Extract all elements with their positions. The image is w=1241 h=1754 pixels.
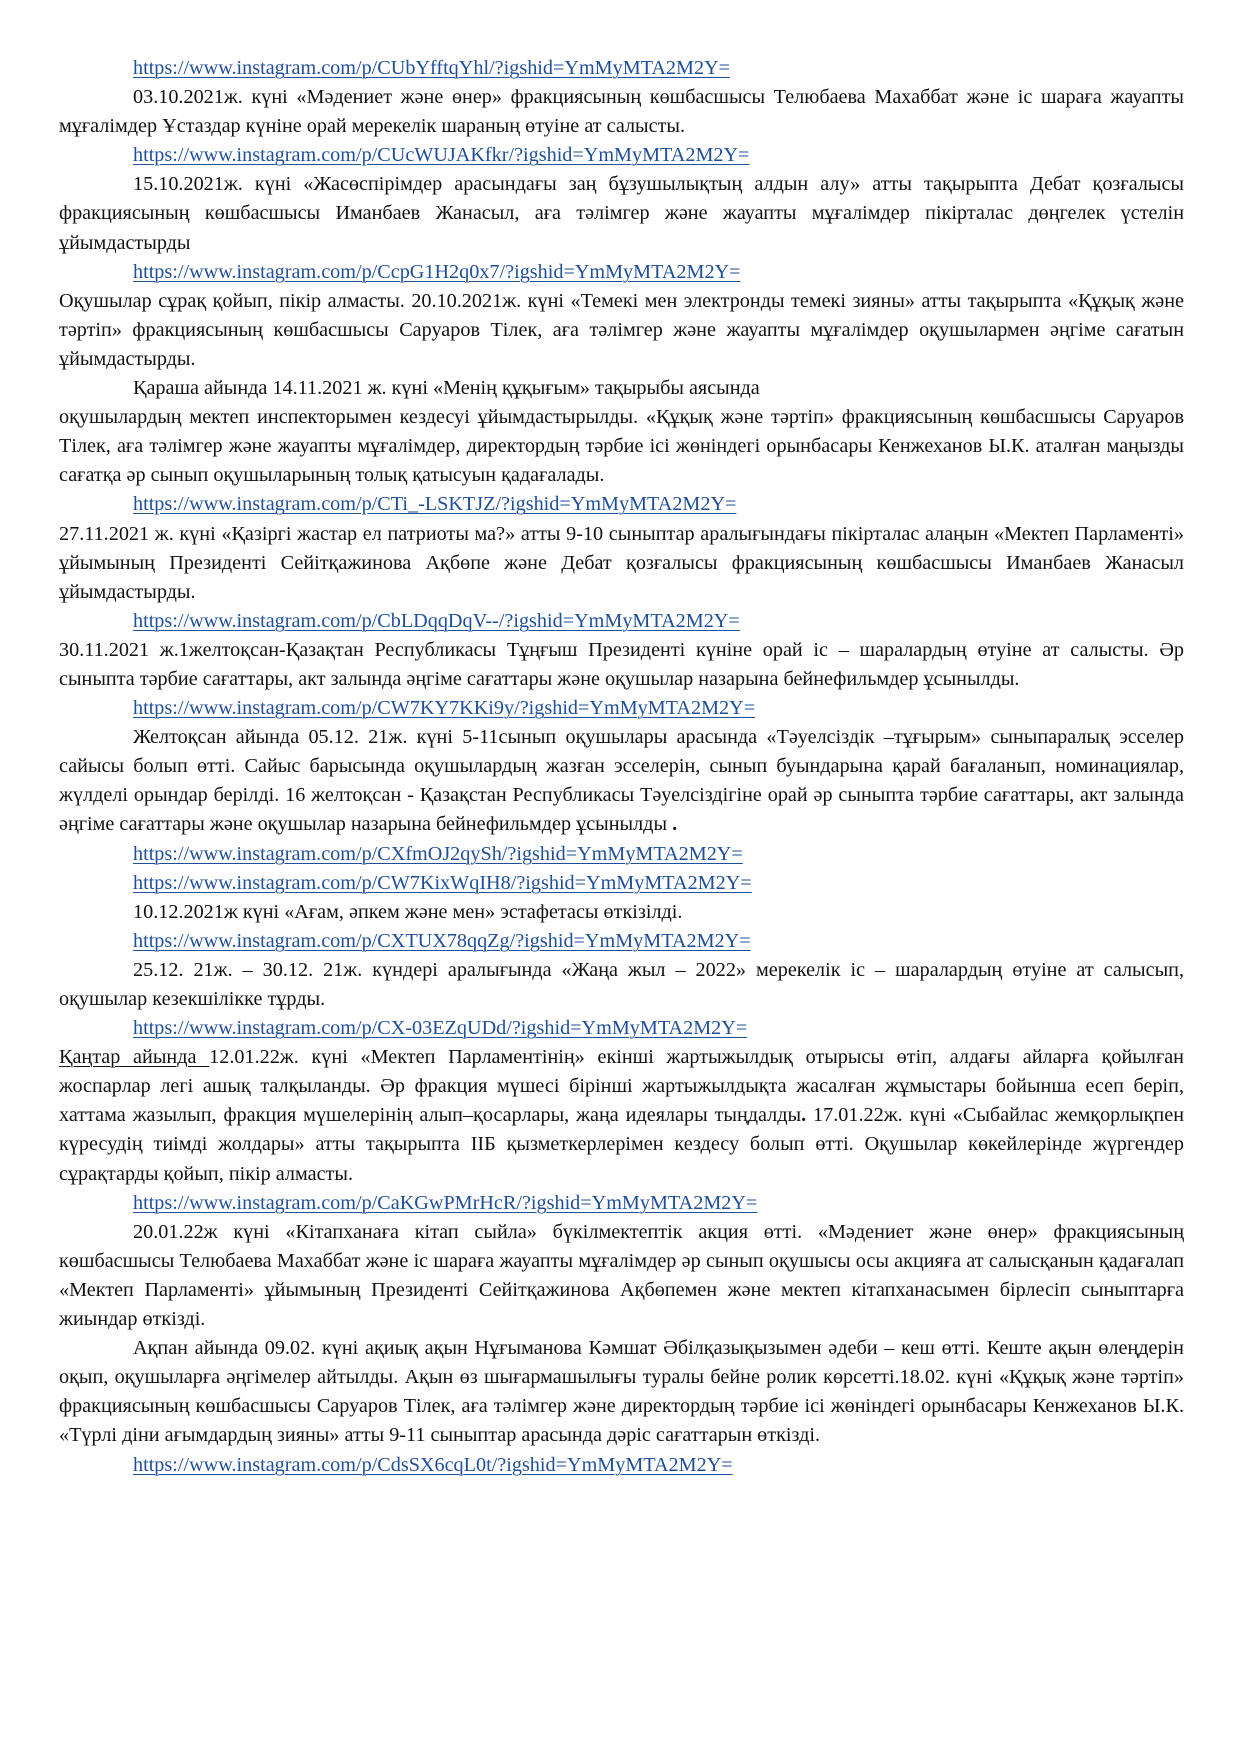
- instagram-link[interactable]: https://www.instagram.com/p/CdsSX6cqL0t/?igshid=YmMyMTA2M2Y=: [133, 1453, 733, 1476]
- instagram-link[interactable]: https://www.instagram.com/p/CW7KixWqIH8/?igshid=YmMyMTA2M2Y=: [133, 871, 752, 894]
- paragraph: 20.01.22ж күні «Кітапханаға кітап сыйла» бүкілмектептік акция өтті. «Мәдениет және өнер» фракциясының көшбасшысы Телюбаева Махаббат және іс шараға жауапты мұғалімдер әр сынып оқушысы осы акцияға ат салысқанын қадағалап «Мектеп Парламенті» ұйымының Президенті Сейітқажинова Ақбөпемен және мектеп кітапханасымен бірлесіп сыныптарға жиындар өткізді.: [59, 1220, 1184, 1331]
- sentence-end-mark: .: [801, 1104, 807, 1127]
- paragraph: 15.10.2021ж. күні «Жасөспірімдер арасындағы заң бұзушылықтың алдын алу» атты тақырыпта Дебат қозғалысы фракциясының көшбасшысы Иманбаев Жанасыл, аға тәлімгер және жауапты мұғалімдер пікірталас дөңгелек үстелін ұйымдастырды: [59, 173, 1184, 254]
- paragraph-text: 17.01.22ж. күні «Сыбайлас жемқорлықпен күресудің тиімді жолдары» атты тақырыпта ІІБ қызметкерлерімен кездесу болып өтті. Оқушылар көкейлерінде жүргендер сұрақтарды қойып, пікір алмасты.: [59, 1104, 1185, 1185]
- paragraph-text: 12.01.22ж. күні «Мектеп Парламентінің» екінші жартыжылдық отырысы өтіп, алдағы айларға қойылған жоспарлар легі ашық талқыланды. Әр фракция мүшесі бірінші жартыжылдықта жасалған жұмыстары бойынша есеп беріп, хаттама жазылып, фракция мүшелерінің алып–қосарлары, жаңа идеялары тыңдалды: [59, 1046, 1184, 1127]
- instagram-link[interactable]: https://www.instagram.com/p/CW7KY7KKi9y/?igshid=YmMyMTA2M2Y=: [133, 697, 756, 720]
- paragraph: Оқушылар сұрақ қойып, пікір алмасты. 20.10.2021ж. күні «Темекі мен электронды темекі зияны» атты тақырыпта «Құқық және тәртіп» фракциясының көшбасшысы Саруаров Тілек, аға тәлімгер және жауапты мұғалімдер оқушылармен әңгіме сағатын ұйымдастырды.: [59, 289, 1184, 370]
- paragraph-text: Желтоқсан айында 05.12. 21ж. күні 5-11сынып оқушылары арасында «Тәуелсіздік –тұғырым» сыныпаралық эсселер сайысы болып өтті. Сайыс барысында оқушылардың жазған эсселерін, сынып буындарына қарай бағаланып, номинациялар, жүлделі орындар берілді. 16 желтоқсан - Қазақстан Республикасы Тәуелсіздігіне орай әр сыныпта тәрбие сағаттары, акт залында әңгіме сағаттары және оқушылар назарына бейнефильмдер ұсынылды: [59, 726, 1184, 836]
- paragraph: 30.11.2021 ж.1желтоқсан-Қазақтан Республикасы Тұңғыш Президенті күніне орай іс – шаралардың өтуіне ат салысты. Әр сыныпта тәрбие сағаттары, акт залында әңгіме сағаттары және оқушылар назарына бейнефильмдер ұсынылды.: [59, 638, 1184, 690]
- paragraph: Ақпан айында 09.02. күні ақиық ақын Нұғыманова Кәмшат Әбілқазықызымен әдеби – кеш өтті. Кеште ақын өлеңдерін оқып, оқушыларға әңгімелер айтылды. Ақын өз шығармашылығы туралы бейне ролик көрсетті.18.02. күні «Құқық және тәртіп» фракциясының көшбасшысы Саруаров Тілек, аға тәлімгер және директордың тәрбие ісі жөніндегі орынбасары Кенжеханов Ы.К. «Түрлі діни ағымдардың зияны» атты 9-11 сыныптар арасында дәріс сағаттарын өткізді.: [59, 1337, 1184, 1447]
- paragraph-end-mark: .: [667, 813, 678, 836]
- instagram-link[interactable]: https://www.instagram.com/p/CUcWUJAKfkr/?igshid=YmMyMTA2M2Y=: [133, 144, 750, 167]
- paragraph: оқушылардың мектеп инспекторымен кездесуі ұйымдастырылды. «Құқық және тәртіп» фракциясының көшбасшысы Саруаров Тілек, аға тәлімгер және жауапты мұғалімдер, директордың тәрбие ісі жөніндегі орынбасары Кенжеханов Ы.К. аталған маңызды сағатқа әр сынып оқушыларының толық қатысуын қадағалады.: [59, 406, 1184, 487]
- document-page: [59, 54, 1184, 1480]
- paragraph: 03.10.2021ж. күні «Мәдениет және өнер» фракциясының көшбасшысы Телюбаева Махаббат және іс шараға жауапты мұғалімдер Ұстаздар күніне орай мерекелік шараның өтуіне ат салысты.: [59, 86, 1184, 138]
- paragraph: [59, 723, 1184, 839]
- instagram-link[interactable]: https://www.instagram.com/p/CUbYfftqYhl/?igshid=YmMyMTA2M2Y=: [133, 57, 731, 79]
- instagram-link[interactable]: https://www.instagram.com/p/CaKGwPMrHcR/?igshid=YmMyMTA2M2Y=: [133, 1191, 758, 1214]
- paragraph: Қараша айында 14.11.2021 ж. күні «Менің құқығым» тақырыбы аясында: [133, 377, 760, 400]
- paragraph: 10.12.2021ж күні «Ағам, әпкем және мен» эстафетасы өткізілді.: [133, 900, 683, 923]
- instagram-link[interactable]: https://www.instagram.com/p/CbLDqqDqV--/?igshid=YmMyMTA2M2Y=: [133, 609, 740, 632]
- instagram-link[interactable]: https://www.instagram.com/p/CXfmOJ2qySh/?igshid=YmMyMTA2M2Y=: [133, 842, 743, 865]
- instagram-link[interactable]: https://www.instagram.com/p/CXTUX78qqZg/?igshid=YmMyMTA2M2Y=: [133, 929, 751, 952]
- month-heading: Қаңтар айында: [59, 1046, 210, 1069]
- instagram-link[interactable]: https://www.instagram.com/p/CX-03EZqUDd/?igshid=YmMyMTA2M2Y=: [133, 1017, 748, 1040]
- instagram-link[interactable]: https://www.instagram.com/p/CcpG1H2q0x7/?igshid=YmMyMTA2M2Y=: [133, 260, 741, 283]
- instagram-link[interactable]: https://www.instagram.com/p/CTi_-LSKTJZ/?igshid=YmMyMTA2M2Y=: [133, 493, 737, 516]
- paragraph: [59, 1043, 1184, 1188]
- paragraph: 27.11.2021 ж. күні «Қазіргі жастар ел патриоты ма?» атты 9-10 сыныптар аралығындағы пікірталас алаңын «Мектеп Парламенті» ұйымының Президенті Сейітқажинова Ақбөпе және Дебат қозғалысы фракциясының көшбасшысы Иманбаев Жанасыл ұйымдастырды.: [59, 522, 1184, 603]
- paragraph: 25.12. 21ж. – 30.12. 21ж. күндері аралығында «Жаңа жыл – 2022» мерекелік іс – шаралардың өтуіне ат салысып, оқушылар кезекшілікке тұрды.: [59, 958, 1184, 1010]
